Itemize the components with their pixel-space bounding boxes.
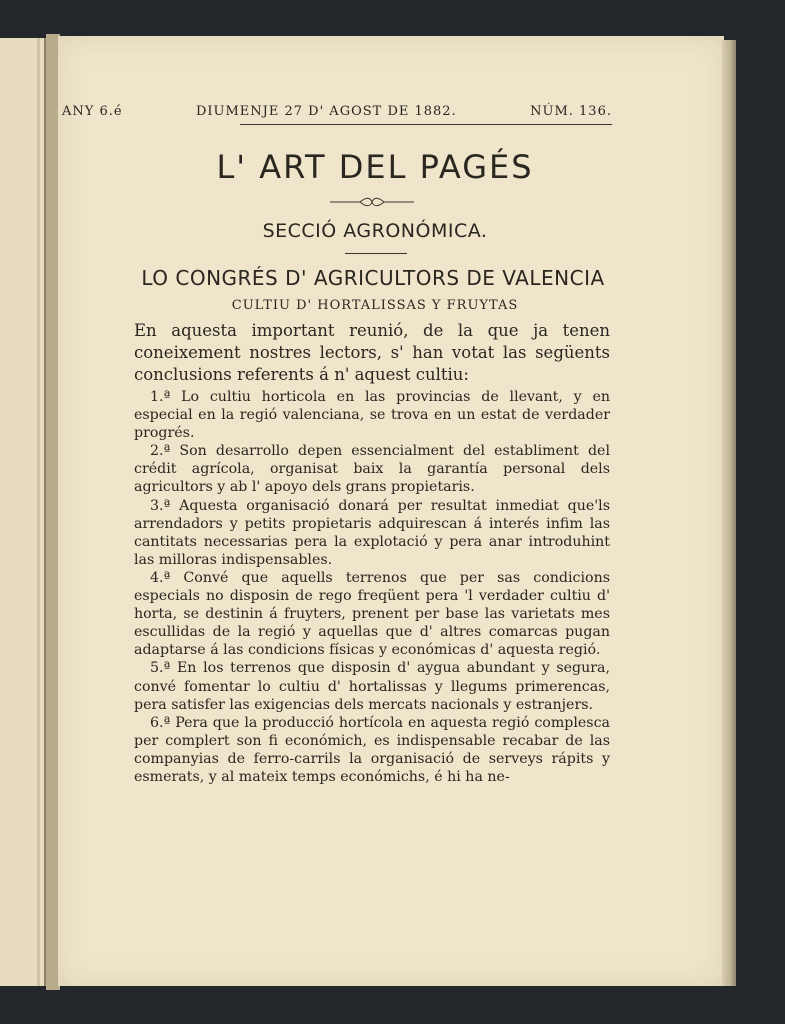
- article-body: [134, 320, 610, 786]
- header-year: ANY 6.é: [62, 104, 123, 119]
- intro-paragraph: En aquesta important reunió, de la que ja tenen coneixement nostres lectors, s' han votat las següents conclusions referents á n' aquest cultiu:: [134, 321, 610, 384]
- page-fore-edge: [722, 40, 736, 986]
- conclusion-paragraph: 2.ª Son desarrollo depen essencialment del establiment del crédit agrícola, organisat baix la garantía personal dels agricultors y ab l' apoyo dels grans propietaris.: [134, 443, 610, 496]
- facing-page-edge: [0, 38, 46, 986]
- conclusion-paragraph: 3.ª Aquesta organisació donará per resultat inmediat que'ls arrendadors y petits propietaris adquirescan á interés infim las cantitats necessarias pera la explotació y pera anar introduhint las milloras indispensables.: [134, 497, 610, 568]
- page-title: L' ART DEL PAGÉS: [216, 148, 534, 186]
- conclusion-paragraph: 1.ª Lo cultiu horticola en las provincias de llevant, y en especial en la regió valenciana, se trova en un estat de verdader progrés.: [134, 389, 610, 442]
- conclusion-paragraph: 4.ª Convé que aquells terrenos que per sas condicions especials no disposin de rego freqüent pera 'l verdader cultiu d' horta, se destinin á fruyters, prenent per base las varietats mes escullidas de la regió y aquellas que d' altres comarcas pugan adaptarse á las condicions físicas y económicas d' aquesta regió.: [134, 569, 610, 659]
- running-header: [62, 104, 612, 119]
- title-ornament: [330, 197, 414, 207]
- header-number: NÚM. 136.: [530, 104, 612, 119]
- section-rule: [345, 253, 407, 254]
- header-date: DIUMENJE 27 D' AGOST DE 1882.: [195, 104, 457, 119]
- conclusion-paragraph: 5.ª En los terrenos que disposin d' aygua abundant y segura, convé fomentar lo cultiu d' hortalissas y llegums primerencas, pera satisfer las exigencias dels mercats nacionals y estranjers.: [134, 660, 610, 713]
- article-subtitle: CULTIU D' HORTALISSAS Y FRUYTAS: [231, 298, 519, 313]
- section-heading: SECCIÓ AGRONÓMICA.: [262, 220, 488, 242]
- header-rule: [240, 124, 612, 125]
- article-title: LO CONGRÉS D' AGRICULTORS DE VALENCIA: [141, 266, 605, 290]
- conclusion-paragraph: 6.ª Pera que la producció hortícola en aquesta regió complesca per complert son fi económich, es indispensable recabar de las companyias de ferro-carrils la organisació de serveys rápits y esmerats, y al mateix temps económichs, é hi ha ne-: [134, 714, 610, 785]
